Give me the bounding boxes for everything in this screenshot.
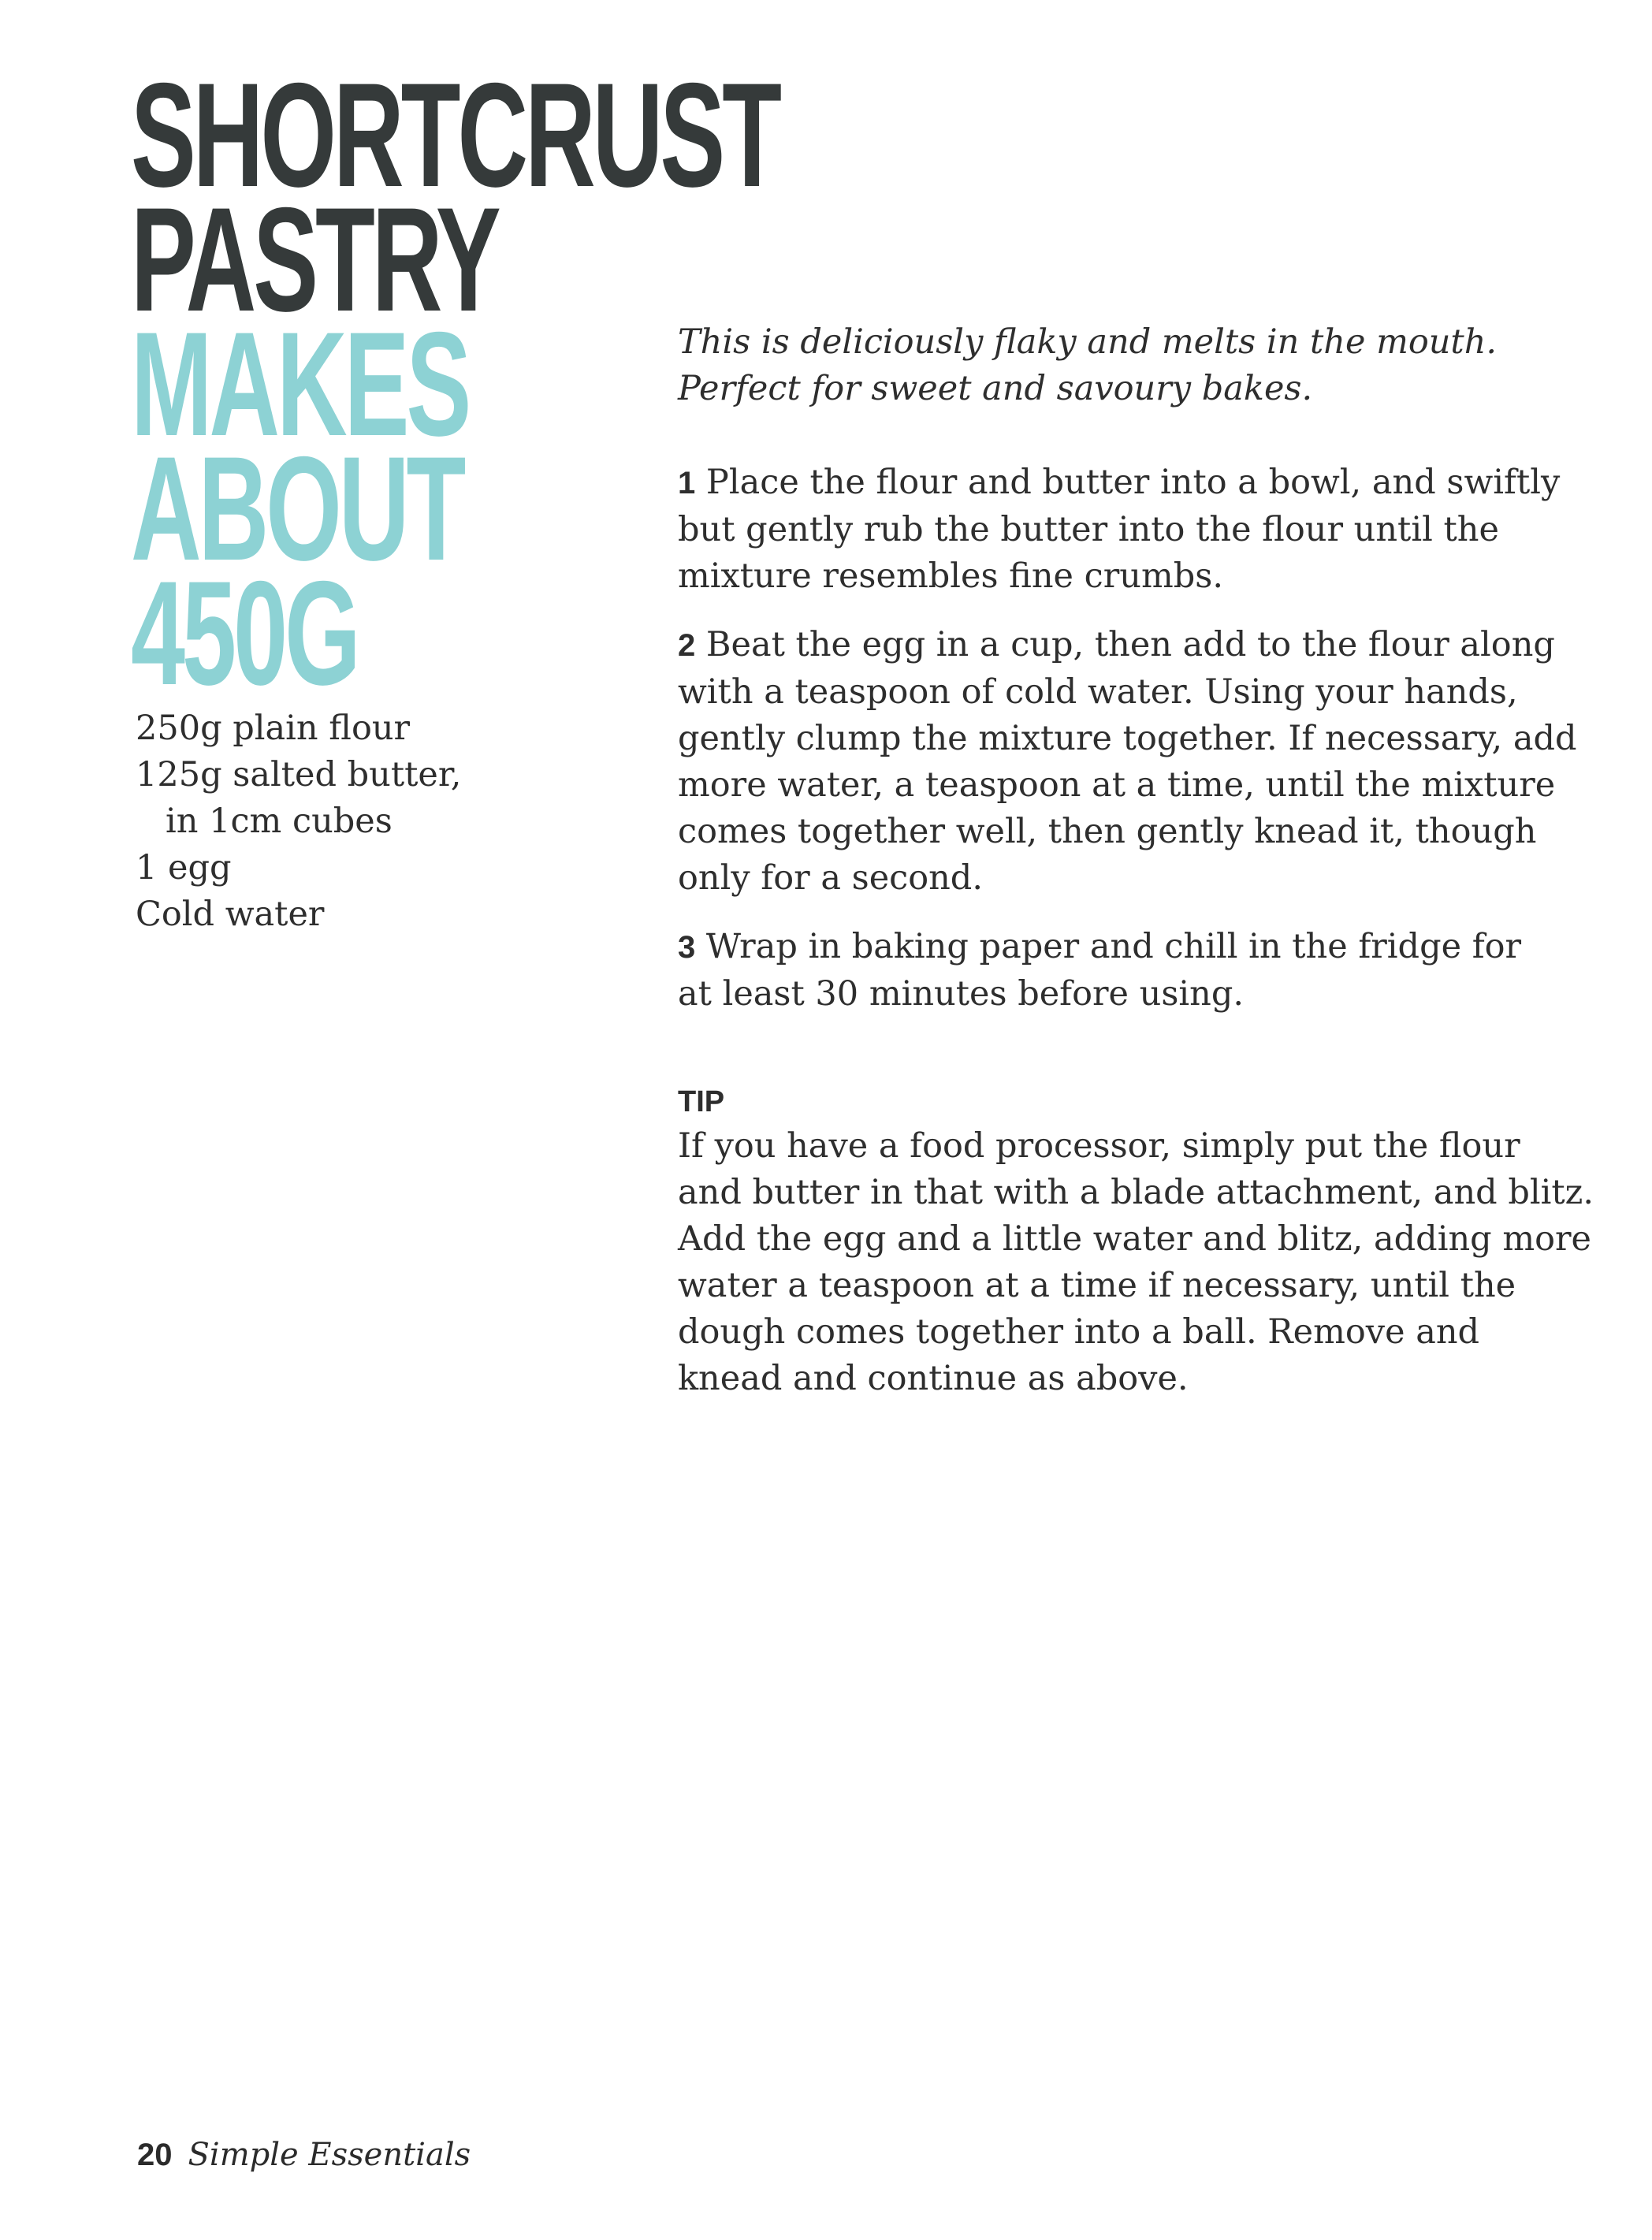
step-line: mixture resembles fine crumbs. xyxy=(678,556,1224,596)
step-line: more water, a teaspoon at a time, until the mixture xyxy=(678,765,1556,805)
ingredient-item: 125g salted butter, xyxy=(136,755,462,794)
recipe-title-line-2: PASTRY xyxy=(131,177,498,342)
recipe-intro xyxy=(678,319,1529,412)
method-step-3 xyxy=(678,924,1529,1018)
tip-line: and butter in that with a blade attachment, and blitz. xyxy=(678,1173,1594,1212)
step-line xyxy=(678,622,1555,669)
recipe-title-line-1: SHORTCRUST xyxy=(131,52,779,218)
method-column xyxy=(678,319,1594,1402)
method-step-2 xyxy=(678,622,1577,902)
ingredient-item: 250g plain flour xyxy=(136,709,411,748)
recipe-title-block xyxy=(131,52,779,716)
step-text: Beat the egg in a cup, then add to the flour along xyxy=(705,625,1555,664)
step-number: 3 xyxy=(678,930,696,965)
page-footer xyxy=(137,2136,471,2173)
tip-section xyxy=(678,1081,1594,1402)
tip-line: water a teaspoon at a time if necessary, until the xyxy=(678,1266,1516,1305)
tip-line: Add the egg and a little water and blitz, adding more xyxy=(678,1219,1592,1259)
step-line: gently clump the mixture together. If necessary, add xyxy=(678,719,1577,758)
step-text: Place the flour and butter into a bowl, and swiftly xyxy=(705,463,1561,502)
ingredients-list xyxy=(136,705,545,938)
step-text: Wrap in baking paper and chill in the fridge for xyxy=(705,927,1522,966)
ingredient-item: Cold water xyxy=(136,895,325,934)
step-line: comes together well, then gently knead it, though xyxy=(678,812,1537,851)
step-line xyxy=(678,924,1529,971)
tip-line: dough comes together into a ball. Remove and xyxy=(678,1312,1480,1352)
step-line xyxy=(678,460,1561,507)
step-line: only for a second. xyxy=(678,858,983,898)
tip-line: If you have a food processor, simply put the flour xyxy=(678,1126,1520,1166)
ingredient-item-continuation: in 1cm cubes xyxy=(166,802,393,841)
yield-line-3: 450G xyxy=(131,550,358,716)
step-number: 1 xyxy=(678,466,696,500)
intro-line: Perfect for sweet and savoury bakes. xyxy=(678,369,1313,408)
step-line: but gently rub the butter into the flour until the xyxy=(678,510,1499,549)
method-step-1 xyxy=(678,460,1561,600)
page-number: 20 xyxy=(137,2138,173,2172)
tip-line: knead and continue as above. xyxy=(678,1359,1189,1398)
step-number: 2 xyxy=(678,628,696,663)
step-line: at least 30 minutes before using. xyxy=(678,974,1245,1014)
yield-line-1: MAKES xyxy=(131,301,469,467)
step-line: with a teaspoon of cold water. Using your hands, xyxy=(678,672,1518,712)
book-title: Simple Essentials xyxy=(188,2137,471,2173)
ingredient-item: 1 egg xyxy=(136,848,232,887)
tip-heading: TIP xyxy=(678,1085,725,1118)
intro-line: This is deliciously flaky and melts in the mouth. xyxy=(678,322,1498,362)
yield-line-2: ABOUT xyxy=(131,426,463,591)
